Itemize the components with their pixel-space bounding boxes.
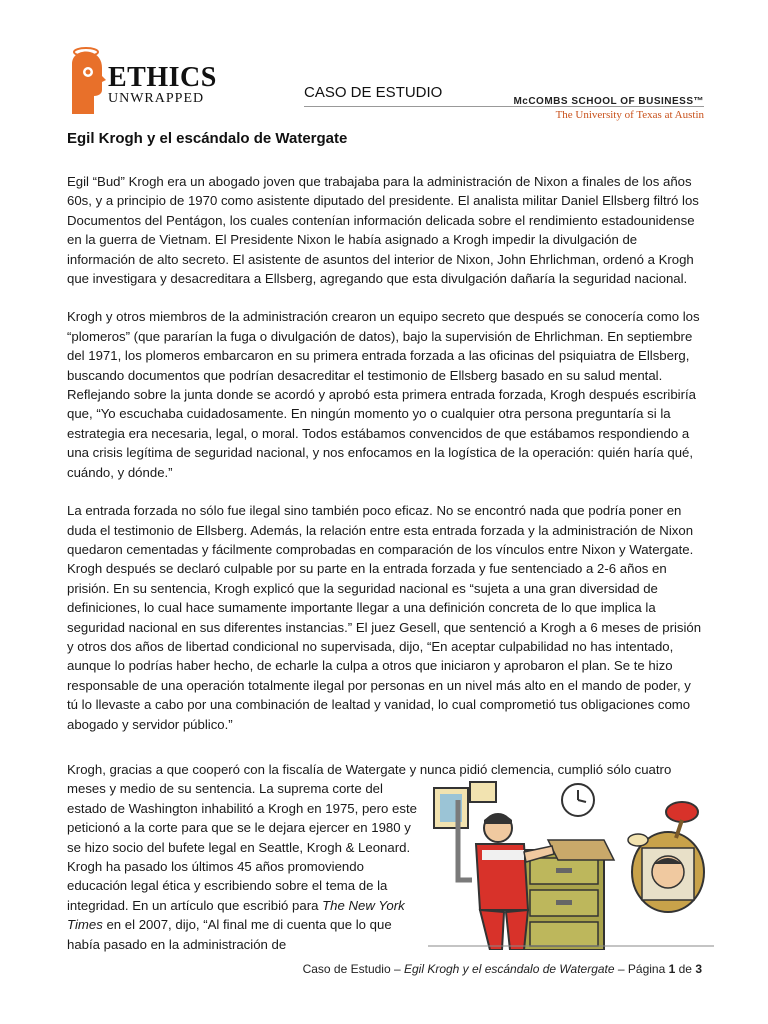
paragraph-wrapped-text	[67, 779, 417, 954]
page-header	[64, 40, 704, 124]
body-text	[67, 172, 703, 753]
footer-page-number: 1	[668, 962, 676, 976]
footer-of: de	[675, 962, 696, 976]
paragraph-segment: meses y medio de su sentencia. La suprema corte del estado de Washington inhabilitó a Krogh en 1975, pero este peticionó a la corte para que se le dejara ejercer en 1980 y se hizo socio del bufete legal en Seattle, Krogh & Leonard. Krogh ha pasado los últimos 45 años promoviendo educación legal ética y escribiendo sobre el tema de la integridad. En un artículo que escribió para	[67, 781, 417, 913]
logo-subtitle: UNWRAPPED	[108, 91, 205, 106]
footer-case-title: Egil Krogh y el escándalo de Watergate	[403, 962, 615, 976]
footer-page-label: – Página	[614, 962, 669, 976]
school-name: McCOMBS SCHOOL OF BUSINESS™	[513, 96, 704, 107]
paragraph: Krogh y otros miembros de la administración crearon un equipo secreto que después se conocería como los “plomeros” (que pararían la fuga o divulgación de datos), bajo la supervisión de Ehrlichman. En septiembre del 1971, los plomeros embarcaron en su primera entrada forzada a las oficinas del psiquiatra de Ellsberg, buscando documentos que podrían desacreditar el testimonio de Ellsberg basado en su salud mental. Reflejando sobre la junta donde se acordó y aprobó esta primera entrada forzada, Krogh después escribiría que, “Yo escuchaba cuidadosamente. En ningún momento yo o cualquier otra persona preguntaría si la estrategia era necesaria, legal, o moral. Todos estábamos convencidos de que estábamos respondiendo a una crisis legítima de seguridad nacional, y nos enfocamos en la logística de la operación: quién haría qué, cuándo, y dónde.”	[67, 309, 700, 480]
paragraph: La entrada forzada no sólo fue ilegal sino también poco eficaz. No se encontró nada que podría poner en duda el testimonio de Ellsberg. Además, la relación entre esta entrada forzada y la administración de Nixon quedaron cementadas y fácilmente comprobadas en comparación de los vínculos entre Nixon y Watergate. Krogh después se declaró culpable por su parte en la entrada forzada y fue sentenciado a 2-6 años en prisión. En su sentencia, Krogh explicó que la seguridad nacional es “sujeta a una gran diversidad de definiciones, lo cual hace sumamente importante llegar a una definición concreta de lo que implica la seguridad nacional en sus diferentes instancias.” El juez Gesell, que sentenció a Krogh a 6 meses de prisión y otros dos años de libertad condicional no supervisada, dijo, “En aceptar culpabilidad no has intentado, aunque lo podrías haber hecho, de echarle la culpa a otros que iniciaron y aprobaron el plan. Se te hizo responsable de una operación totalmente ilegal por personas en un nivel más alto en el mando de poder, y tú lo llevaste a cabo por una combinación de lealtad y vanidad, lo cual comprometió tus obligaciones como abogado y servidor público.”	[67, 503, 702, 732]
university-name: The University of Texas at Austin	[555, 109, 704, 121]
page-footer	[303, 962, 702, 976]
cartoon-illustration	[428, 780, 714, 950]
case-study-label: CASO DE ESTUDIO	[304, 84, 443, 101]
paragraph-segment: en el 2007, dijo, “Al final me di cuenta que lo que había pasado en la administración de	[67, 917, 392, 952]
paragraph: Egil “Bud” Krogh era un abogado joven que trabajaba para la administración de Nixon a finales de los años 60s, y a principio de 1970 como asistente diputado del presidente. El analista militar Daniel Ellsberg filtró los Documentos del Pentágon, los cuales contenían información delicada sobre el rendimiento estadounidense en la guerra de Vietnam. El Presidente Nixon le había asignado a Krogh impedir la divulgación de información de alto secreto. El asistente de asuntos del interior de Nixon, John Ehrlichman, ordenó a Krogh que investigara y desacreditara a Ellsberg, agregando que esta divulgación dañaría la seguridad nacional.	[67, 174, 699, 287]
page-title: Egil Krogh y el escándalo de Watergate	[67, 130, 348, 147]
paragraph-first-line: Krogh, gracias a que cooperó con la fiscalía de Watergate y nunca pidió clemencia, cumplió sólo cuatro	[67, 762, 672, 777]
logo-title: ETHICS	[108, 62, 217, 93]
footer-prefix: Caso de Estudio –	[302, 962, 404, 976]
footer-page-total: 3	[695, 962, 702, 976]
newspaper-name: The New York Times	[67, 897, 405, 933]
